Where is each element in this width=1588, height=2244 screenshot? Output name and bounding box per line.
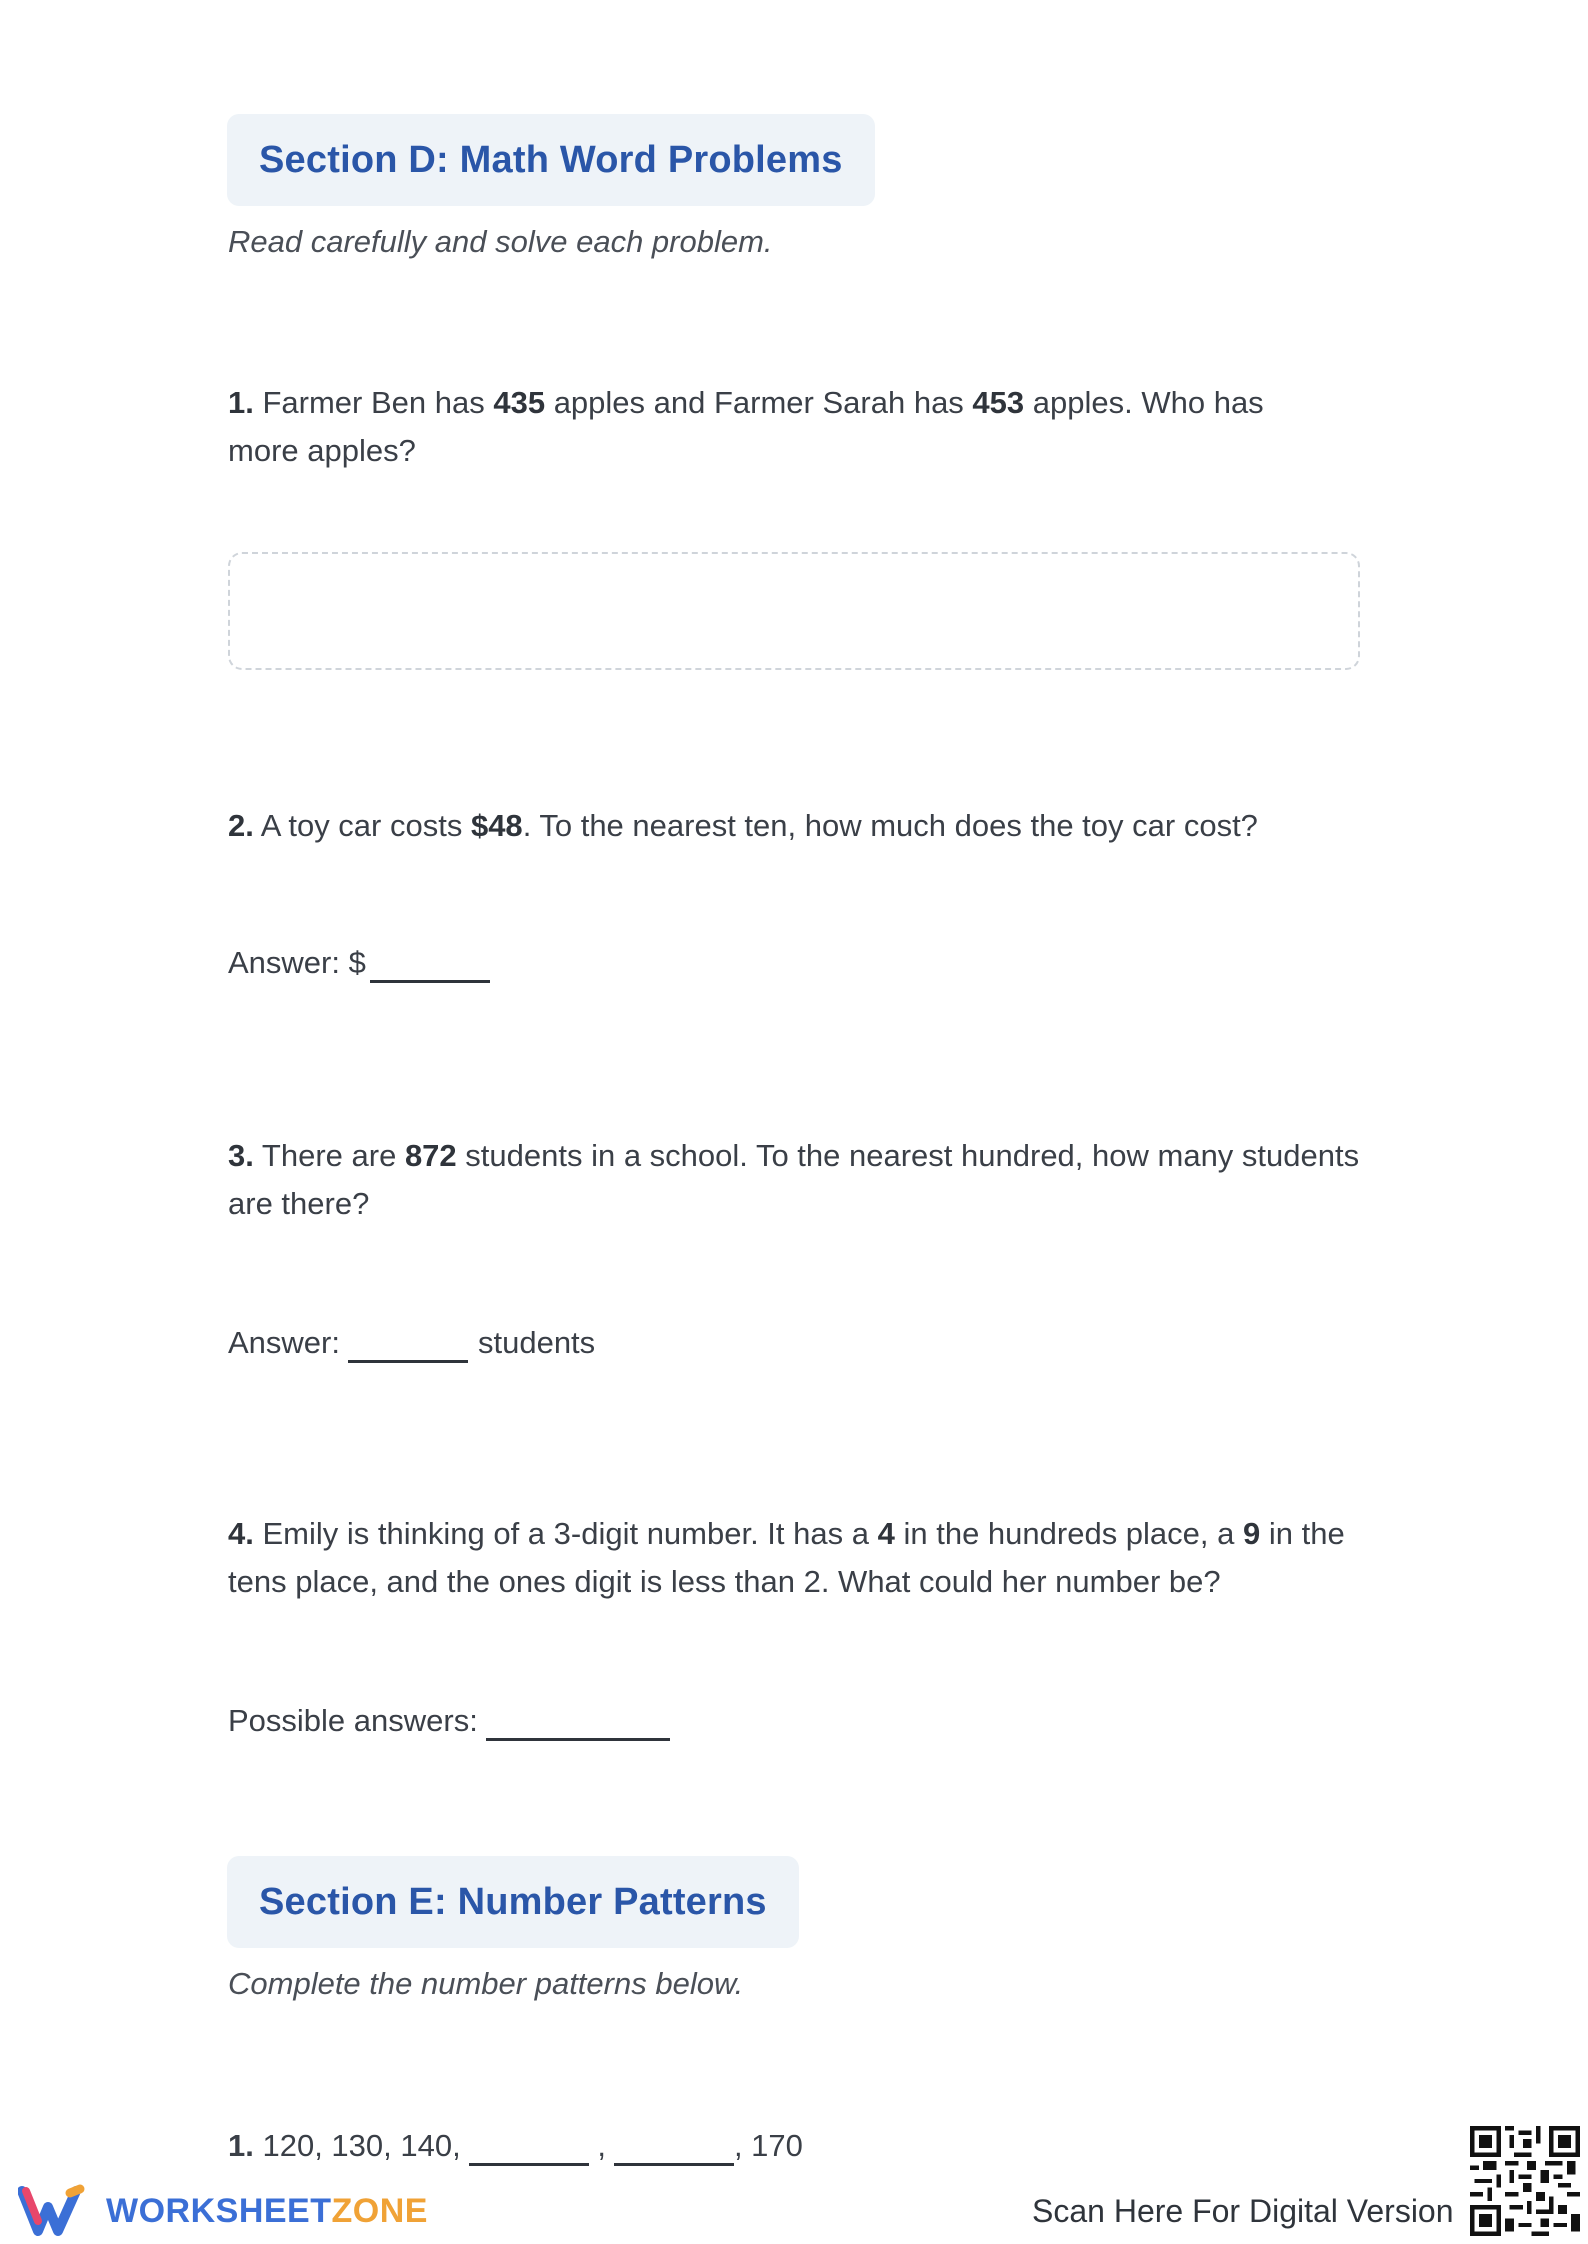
- pattern-1-blank-2[interactable]: [614, 2123, 734, 2166]
- question-2: 2. A toy car costs $48. To the nearest ten, how much does the toy car cost?: [228, 808, 1258, 843]
- question-1: 1. Farmer Ben has 435 apples and Farmer Sarah has 453 apples. Who has more apples?: [228, 385, 1264, 468]
- section-e-instruction: Complete the number patterns below.: [228, 1966, 744, 2001]
- question-3-answer-suffix: students: [477, 1325, 596, 1360]
- question-2-answer-blank[interactable]: [370, 940, 490, 983]
- qr-code-icon[interactable]: [1470, 2126, 1580, 2236]
- section-e-header: [227, 1856, 799, 1948]
- question-2-answer: [228, 940, 490, 983]
- logo-text: WORKSHEETZONE: [106, 2191, 428, 2230]
- pattern-1-blank-1[interactable]: [469, 2123, 589, 2166]
- question-4-answer-blank[interactable]: [486, 1698, 670, 1741]
- question-4: 4. Emily is thinking of a 3-digit number. It has a 4 in the hundreds place, a 9 in the tens place, and the ones digit is less than 2. What could her number be?: [228, 1516, 1345, 1599]
- question-1-answer-box[interactable]: [228, 552, 1360, 670]
- pattern-1-number: 1.: [228, 2128, 254, 2163]
- section-d-title: Section D: Math Word Problems: [259, 138, 843, 181]
- pattern-1-sequence: 120, 130, 140,: [253, 2128, 470, 2163]
- question-3-answer: [228, 1320, 595, 1363]
- pattern-1-separator: ,: [597, 2128, 606, 2163]
- question-2-answer-label: Answer: $: [228, 945, 366, 980]
- question-4-answer-label: Possible answers:: [228, 1703, 478, 1738]
- question-3-answer-blank[interactable]: [348, 1320, 468, 1363]
- pattern-1: [228, 2123, 803, 2166]
- question-4-answer: [228, 1698, 670, 1741]
- pattern-1-end: , 170: [733, 2128, 803, 2163]
- question-3-answer-label: Answer:: [228, 1325, 340, 1360]
- worksheetzone-logo: [18, 2183, 428, 2239]
- section-e-title: Section E: Number Patterns: [259, 1880, 767, 1923]
- section-d-header: [227, 114, 875, 206]
- scan-text: Scan Here For Digital Version: [1032, 2193, 1454, 2229]
- section-d-instruction: Read carefully and solve each problem.: [228, 224, 773, 259]
- logo-w-icon: [18, 2183, 98, 2239]
- question-3: 3. There are 872 students in a school. To the nearest hundred, how many students are there?: [228, 1138, 1360, 1221]
